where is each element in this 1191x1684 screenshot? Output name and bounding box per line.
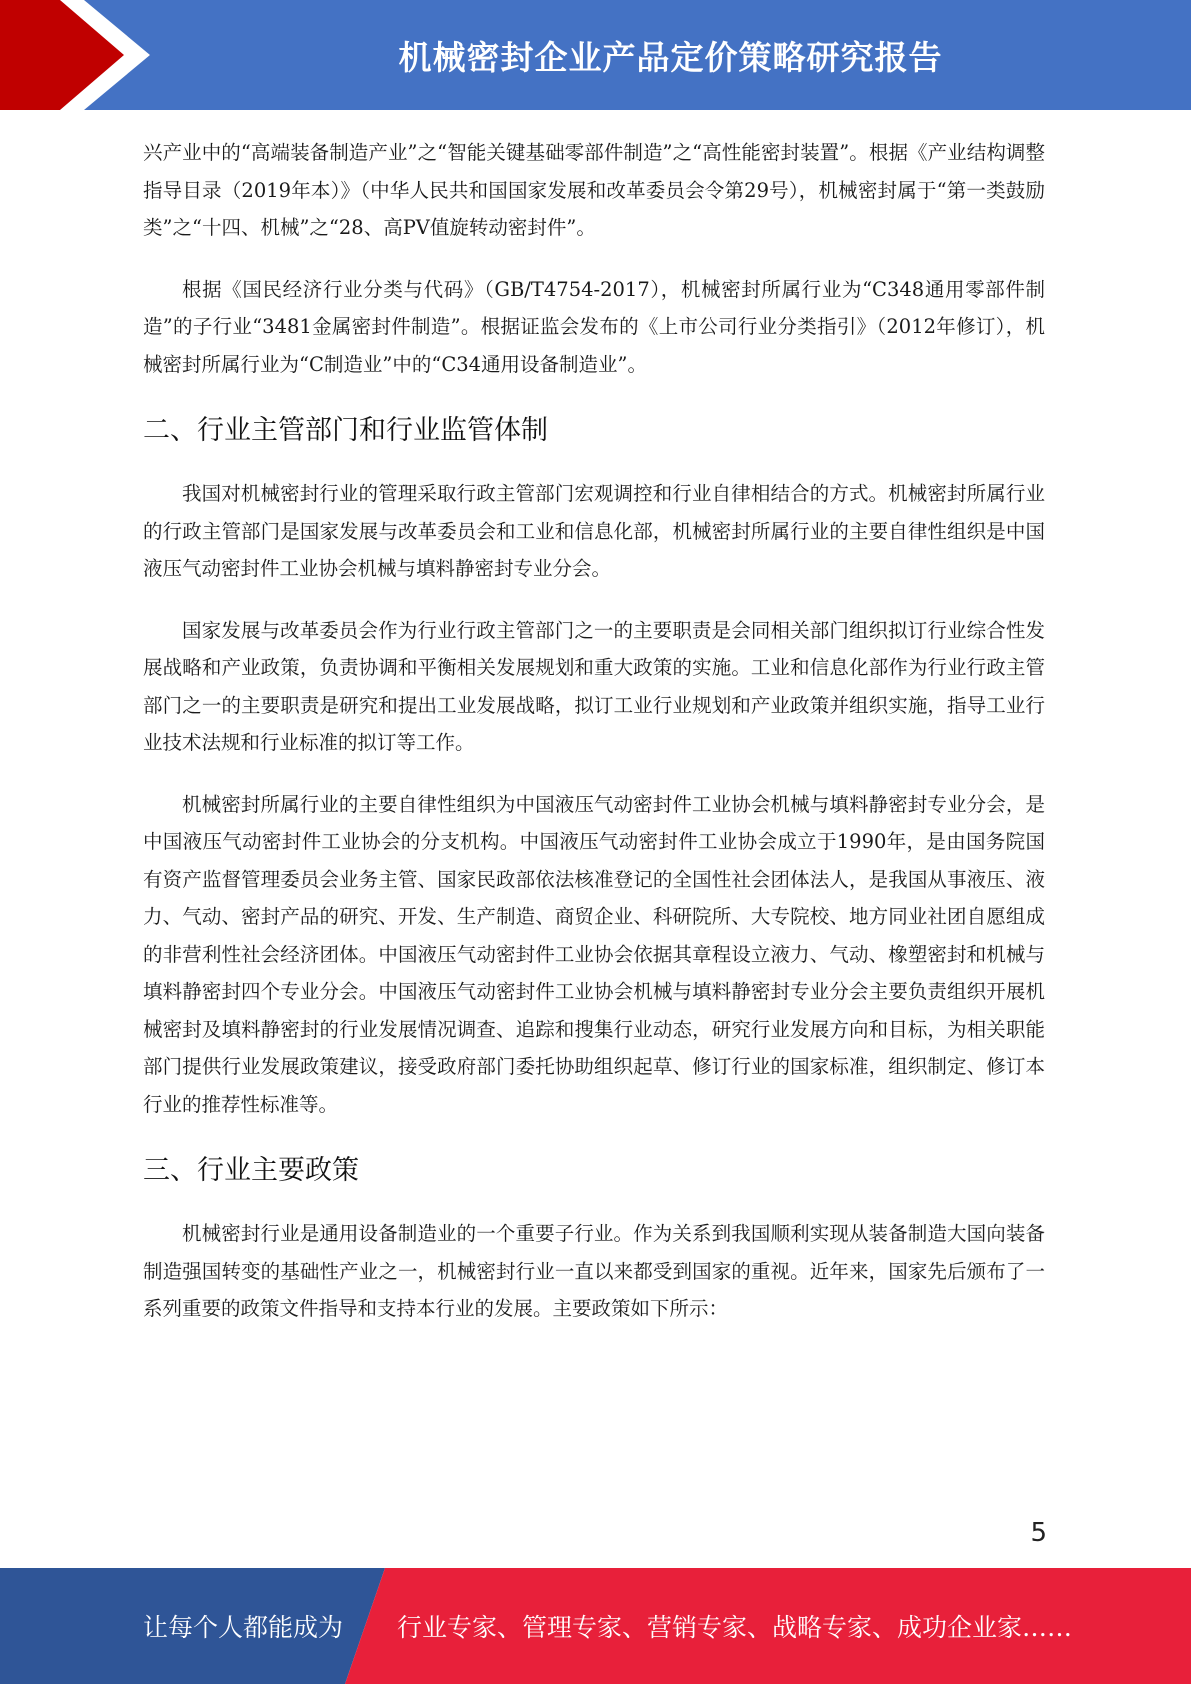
page-footer — [0, 1568, 1191, 1684]
paragraph-association: 机械密封所属行业的主要自律性组织为中国液压气动密封件工业协会机械与填料静密封专业分会，是中国液压气动密封件工业协会的分支机构。中国液压气动密封件工业协会成立于1990年，是由国务院国有资产监督管理委员会业务主管、国家民政部依法核准登记的全国性社会团体法人，是我国从事液压、液力、气动、密封产品的研究、开发、生产制造、商贸企业、科研院所、大专院校、地方同业社团自愿组成的非营利性社会经济团体。中国液压气动密封件工业协会依据其章程设立液力、气动、橡塑密封和机械与填料静密封四个专业分会。中国液压气动密封件工业协会机械与填料静密封专业分会主要负责组织开展机械密封及填料静密封的行业发展情况调查、追踪和搜集行业动态，研究行业发展方向和目标，为相关职能部门提供行业发展政策建议，接受政府部门委托协助组织起草、修订行业的国家标准，组织制定、修订本行业的推荐性标准等。 — [143, 792, 1045, 1116]
section-heading-regulation: 二、行业主管部门和行业监管体制 — [143, 415, 548, 446]
paragraph-regulation-overview: 我国对机械密封行业的管理采取行政主管部门宏观调控和行业自律相结合的方式。机械密封所属行业的行政主管部门是国家发展与改革委员会和工业和信息化部，机械密封所属行业的主要自律性组织是中国液压气动密封件工业协会机械与填料静密封专业分会。 — [143, 482, 1045, 580]
page-content — [143, 134, 1045, 1352]
paragraph-ndrc-miit-duties: 国家发展与改革委员会作为行业行政主管部门之一的主要职责是会同相关部门组织拟订行业综合性发展战略和产业政策，负责协调和平衡相关发展规划和重大政策的实施。工业和信息化部作为行业行政主管部门之一的主要职责是研究和提出工业发展战略，拟订工业行业规划和产业政策并组织实施，指导工业行业技术法规和行业标准的拟订等工作。 — [143, 618, 1045, 754]
paragraph-industry-code: 根据《国民经济行业分类与代码》（GB/T4754-2017），机械密封所属行业为“C348通用零部件制造”的子行业“3481金属密封件制造”。根据证监会发布的《上市公司行业分类指引》（2012年修订），机械密封所属行业为“C制造业”中的“C34通用设备制造业”。 — [143, 277, 1045, 376]
footer-slogan-left: 让每个人都能成为 — [143, 1613, 344, 1642]
section-heading-policies: 三、行业主要政策 — [143, 1155, 359, 1186]
page-number: 5 — [1030, 1518, 1047, 1548]
footer-slogan-right: 行业专家、管理专家、营销专家、战略专家、成功企业家…… — [397, 1613, 1073, 1642]
page-header — [0, 0, 1191, 110]
paragraph-policies-intro: 机械密封行业是通用设备制造业的一个重要子行业。作为关系到我国顺利实现从装备制造大国向装备制造强国转变的基础性产业之一，机械密封行业一直以来都受到国家的重视。近年来，国家先后颁布了一系列重要的政策文件指导和支持本行业的发展。主要政策如下所示： — [143, 1222, 1045, 1320]
report-title: 机械密封企业产品定价策略研究报告 — [398, 37, 943, 77]
paragraph-industry-classification-cont: 兴产业中的“高端装备制造产业”之“智能关键基础零部件制造”之“高性能密封装置”。根据《产业结构调整指导目录（2019年本）》（中华人民共和国国家发展和改革委员会令第29号），机械密封属于“第一类鼓励类”之“十四、机械”之“28、高PV值旋转动密封件”。 — [143, 141, 1045, 239]
